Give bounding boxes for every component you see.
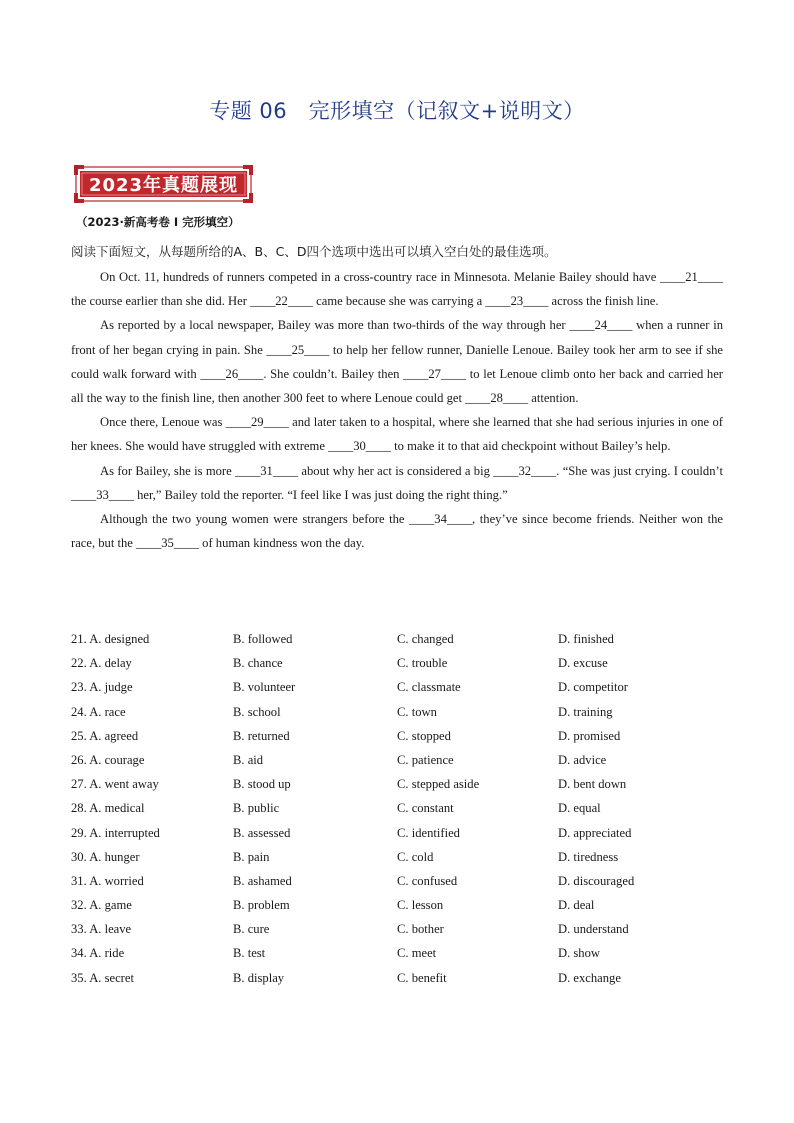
option-row bbox=[71, 796, 731, 820]
option-row bbox=[71, 748, 731, 772]
passage-text: , they’ve since become friends. Neither won the race, but the bbox=[71, 512, 723, 551]
blank: ____30____ bbox=[328, 439, 392, 454]
option-choice: D. exchange bbox=[558, 970, 621, 985]
passage-text: when a runner in front of her began crying in pain. She bbox=[71, 318, 723, 357]
passage-paragraph bbox=[71, 313, 723, 410]
passage-text: and later taken to a hospital, where she learned that she had serious injuries in one of her knees. She would have struggled with extreme bbox=[71, 415, 723, 454]
option-row bbox=[71, 772, 731, 796]
page-title: 专题 06 完形填空（记叙文+说明文） bbox=[209, 99, 585, 123]
passage-text: to make it to that aid checkpoint without Bailey’s help. bbox=[391, 439, 671, 454]
blank: ____34____ bbox=[409, 512, 473, 527]
option-choice: 21. A. designed bbox=[71, 632, 150, 646]
option-choice: B. stood up bbox=[233, 777, 291, 792]
option-choice: 33. A. leave bbox=[71, 922, 132, 937]
option-choice: C. confused bbox=[397, 873, 458, 888]
option-row bbox=[71, 893, 731, 917]
passage-text: . “She was just crying. I couldn’t bbox=[556, 463, 723, 478]
blank: ____35____ bbox=[136, 536, 200, 551]
blank: ____33____ bbox=[71, 487, 134, 502]
option-choice: D. competitor bbox=[558, 680, 628, 695]
option-choice: B. aid bbox=[233, 752, 264, 767]
option-choice: C. constant bbox=[397, 801, 454, 816]
option-choice: D. show bbox=[558, 946, 600, 961]
option-choice: B. pain bbox=[233, 849, 270, 864]
option-choice: C. identified bbox=[397, 825, 460, 840]
option-choice: C. classmate bbox=[397, 680, 461, 695]
option-choice: C. lesson bbox=[397, 898, 444, 913]
instruction-text: 阅读下面短文，从每题所给的A、B、C、D四个选项中选出可以填入空白处的最佳选项。 bbox=[71, 244, 557, 259]
passage-paragraph bbox=[71, 410, 723, 458]
passage-text: On Oct. 11, hundreds of runners competed in a cross-country race in Minnesota. Melanie Bailey should have bbox=[100, 270, 661, 284]
blank: ____28____ bbox=[465, 391, 529, 406]
passage-text: Although the two young women were strangers before the bbox=[100, 512, 410, 527]
option-row bbox=[71, 869, 731, 893]
option-choice: C. cold bbox=[397, 849, 434, 864]
option-choice: B. test bbox=[233, 946, 266, 961]
option-choice: 32. A. game bbox=[71, 898, 132, 913]
passage-text: came because she was carrying a bbox=[313, 294, 486, 309]
blank: ____29____ bbox=[225, 415, 289, 430]
blank: ____23____ bbox=[485, 294, 549, 309]
option-choice: D. understand bbox=[558, 922, 629, 937]
option-choice: D. appreciated bbox=[558, 825, 632, 840]
blank: ____25____ bbox=[266, 342, 330, 357]
option-choice: C. bother bbox=[397, 922, 444, 937]
blank: ____31____ bbox=[235, 463, 299, 478]
option-row bbox=[71, 724, 731, 748]
passage-text: attention. bbox=[528, 391, 579, 406]
option-choice: C. patience bbox=[397, 752, 454, 767]
option-choice: D. bent down bbox=[558, 777, 627, 792]
option-choice: B. returned bbox=[233, 728, 290, 743]
option-choice: D. training bbox=[558, 704, 613, 719]
option-choice: B. chance bbox=[233, 656, 283, 671]
option-row bbox=[71, 941, 731, 965]
question-source: （2023·新高考卷 I 完形填空） bbox=[76, 215, 240, 229]
option-choice: 35. A. secret bbox=[71, 970, 134, 985]
option-choice: B. school bbox=[233, 704, 281, 719]
passage-text: to let Lenoue climb onto her back and carried her all the way to the finish line, then another 300 feet to where Lenoue could get bbox=[71, 366, 723, 406]
option-choice: 34. A. ride bbox=[71, 946, 125, 961]
option-choice: D. discouraged bbox=[558, 873, 635, 888]
passage-text: across the finish line. bbox=[548, 294, 659, 309]
option-choice: 29. A. interrupted bbox=[71, 825, 160, 840]
passage-text: As for Bailey, she is more bbox=[100, 463, 236, 478]
option-choice: 26. A. courage bbox=[71, 752, 145, 767]
option-choice: D. advice bbox=[558, 752, 607, 767]
passage-text: about why her act is considered a big bbox=[298, 463, 494, 478]
option-choice: 27. A. went away bbox=[71, 777, 159, 792]
passage-paragraph bbox=[71, 459, 723, 507]
option-choice: C. stepped aside bbox=[397, 777, 480, 792]
option-row bbox=[71, 675, 731, 699]
passage-text: Once there, Lenoue was bbox=[100, 415, 226, 430]
blank: ____22____ bbox=[250, 294, 314, 309]
option-choice: B. volunteer bbox=[233, 680, 296, 695]
option-choice: C. changed bbox=[397, 632, 454, 646]
passage-text: . She couldn’t. Bailey then bbox=[263, 366, 404, 381]
blank: ____27____ bbox=[403, 366, 467, 381]
option-choice: B. followed bbox=[233, 632, 293, 646]
passage-paragraph bbox=[71, 507, 723, 555]
option-choice: 28. A. medical bbox=[71, 801, 145, 816]
option-row bbox=[71, 966, 731, 990]
option-choice: C. trouble bbox=[397, 656, 448, 671]
passage-text: to help her fellow runner, Danielle Lenoue. Bailey took her arm to see if she could walk forward with bbox=[71, 342, 723, 381]
option-choice: B. ashamed bbox=[233, 873, 292, 888]
option-choice: C. benefit bbox=[397, 970, 447, 985]
option-choice: D. equal bbox=[558, 801, 601, 816]
option-choice: 23. A. judge bbox=[71, 680, 133, 695]
option-choice: 30. A. hunger bbox=[71, 849, 140, 864]
option-row bbox=[71, 651, 731, 675]
option-choice: 22. A. delay bbox=[71, 656, 132, 671]
option-choice: D. finished bbox=[558, 632, 614, 646]
passage-paragraph bbox=[71, 265, 723, 313]
option-choice: 31. A. worried bbox=[71, 873, 144, 888]
option-choice: C. meet bbox=[397, 946, 437, 961]
option-choice: C. stopped bbox=[397, 728, 451, 743]
option-row bbox=[71, 821, 731, 845]
option-choice: B. assessed bbox=[233, 825, 291, 840]
blank: ____21____ bbox=[660, 270, 723, 284]
cloze-passage bbox=[71, 265, 723, 555]
option-choice: D. excuse bbox=[558, 656, 608, 671]
option-row bbox=[71, 917, 731, 941]
badge-label: 2023年真题展现 bbox=[88, 175, 239, 196]
blank: ____26____ bbox=[200, 366, 264, 381]
option-choice: D. promised bbox=[558, 728, 621, 743]
option-choice: 24. A. race bbox=[71, 704, 126, 719]
option-row bbox=[71, 627, 731, 651]
option-choice: D. deal bbox=[558, 898, 595, 913]
option-choice: C. town bbox=[397, 704, 437, 719]
option-choice: B. display bbox=[233, 970, 285, 985]
passage-text: of human kindness won the day. bbox=[199, 536, 365, 551]
options-list bbox=[71, 627, 731, 990]
option-choice: D. tiredness bbox=[558, 849, 619, 864]
blank: ____32____ bbox=[493, 463, 557, 478]
option-choice: B. cure bbox=[233, 922, 270, 937]
option-choice: 25. A. agreed bbox=[71, 728, 139, 743]
passage-text: As reported by a local newspaper, Bailey was more than two-thirds of the way through her bbox=[100, 318, 570, 333]
passage-text: the course earlier than she did. Her bbox=[71, 294, 251, 309]
blank: ____24____ bbox=[569, 318, 633, 333]
option-row bbox=[71, 700, 731, 724]
option-choice: B. problem bbox=[233, 898, 290, 913]
section-badge bbox=[72, 163, 255, 205]
option-row bbox=[71, 845, 731, 869]
option-choice: B. public bbox=[233, 801, 280, 816]
passage-text: her,” Bailey told the reporter. “I feel like I was just doing the right thing.” bbox=[133, 487, 508, 502]
